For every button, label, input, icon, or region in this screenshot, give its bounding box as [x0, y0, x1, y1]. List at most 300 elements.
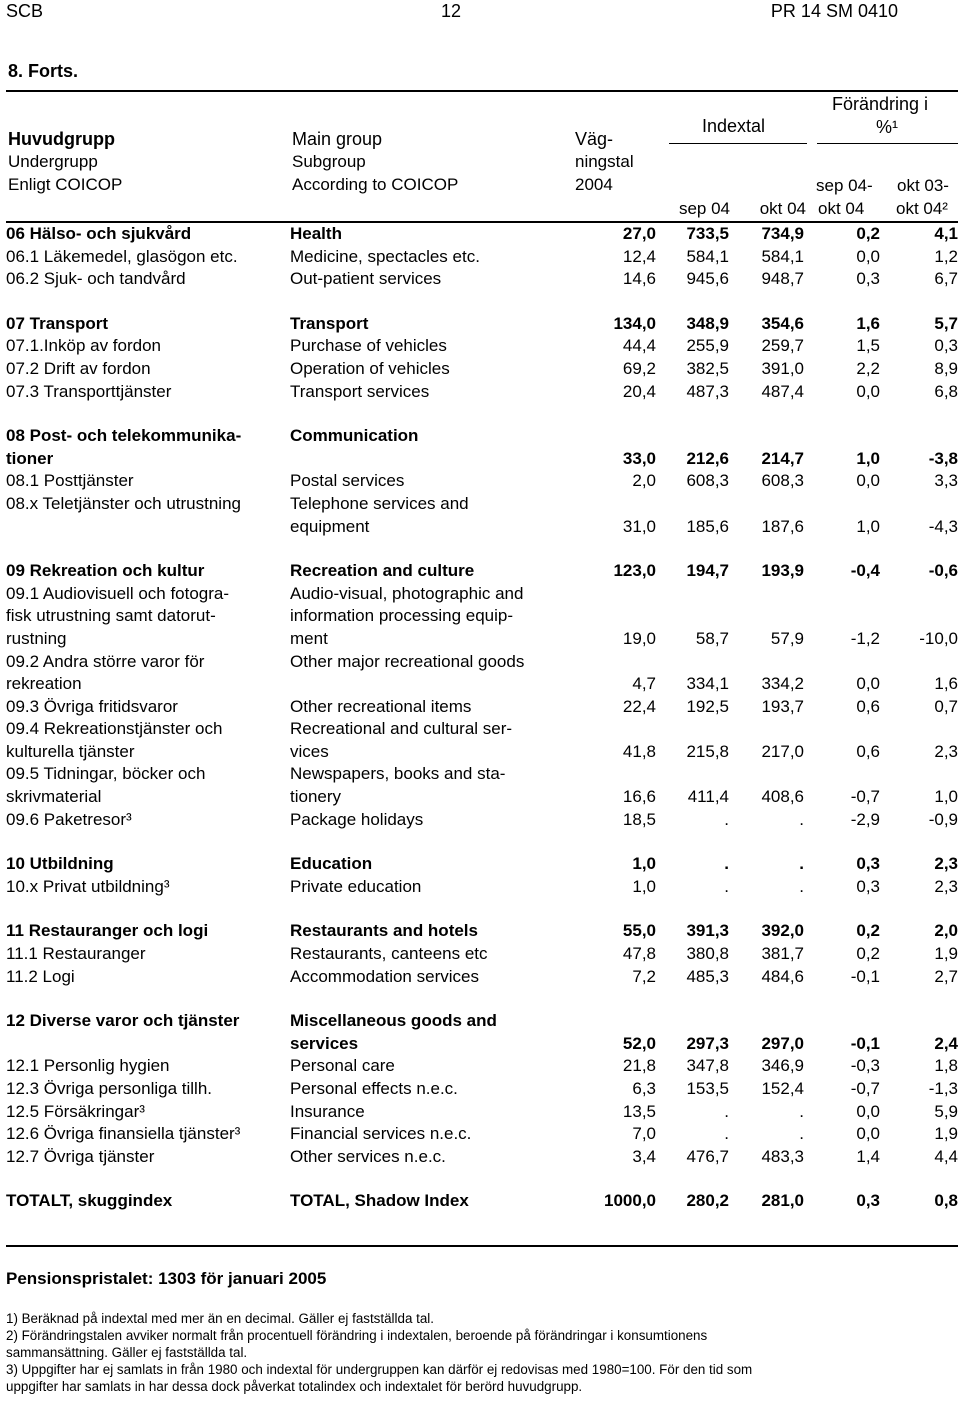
swedish-label: 07.2 Drift av fordon — [6, 358, 151, 378]
table-row — [6, 1055, 958, 1078]
english-label: Out-patient services — [290, 269, 442, 289]
sep04-cell: 348,9 — [686, 313, 729, 333]
sep04-cell: 584,1 — [686, 246, 729, 266]
spacer-row — [6, 538, 958, 560]
english-label: equipment — [290, 516, 370, 536]
okt04-cell — [729, 651, 804, 674]
sep04-cell: 608,3 — [686, 471, 729, 491]
english-label: Personal effects n.e.c. — [290, 1079, 458, 1098]
weight-cell: 44,4 — [622, 336, 656, 356]
english-label: Health — [290, 224, 342, 243]
sep04-cell: 485,3 — [686, 966, 729, 986]
sep04-cell: . — [724, 1101, 729, 1121]
okt04-cell: 948,7 — [761, 269, 804, 289]
weight-cell: 6,3 — [632, 1079, 656, 1098]
change-year-cell: -1,3 — [928, 1079, 958, 1098]
col1-line3: Enligt COICOP — [8, 175, 123, 194]
weight-cell: 3,4 — [632, 1146, 656, 1166]
okt04-cell: 193,9 — [761, 561, 804, 581]
change-month-cell: 0,0 — [856, 246, 880, 266]
weight-cell: 4,7 — [632, 674, 656, 694]
english-label: Miscellaneous goods and — [290, 1011, 497, 1031]
sep04-cell — [656, 493, 729, 516]
okt04-cell: 346,9 — [761, 1056, 804, 1076]
table-row — [6, 470, 958, 493]
weight-cell: 16,6 — [622, 787, 656, 807]
table-row — [6, 809, 958, 832]
swedish-label: 09.5 Tidningar, böcker och — [6, 764, 206, 784]
english-label: Audio-visual, photographic and — [290, 583, 524, 603]
footnote-1: 1) Beräknad på indextal med mer än en decimal. Gäller ej fastställda tal. — [6, 1311, 434, 1326]
english-label: Transport — [290, 313, 369, 333]
sep04-cell: 382,5 — [686, 358, 729, 378]
swedish-label: 12.7 Övriga tjänster — [6, 1146, 155, 1166]
change-month-cell: 0,6 — [856, 696, 880, 716]
sep04-cell — [656, 1010, 729, 1033]
table-row — [6, 335, 958, 358]
swedish-label: 06 Hälso- och sjukvård — [6, 224, 192, 243]
swedish-label: rekreation — [6, 674, 82, 694]
weight-cell: 123,0 — [613, 561, 656, 581]
okt04-cell: 214,7 — [761, 448, 804, 468]
ch1-line2: okt 04 — [818, 199, 865, 218]
change-month-cell: 0,3 — [856, 854, 880, 874]
weight-cell: 7,2 — [632, 966, 656, 986]
change-year-cell: 2,3 — [934, 876, 958, 896]
header-left: SCB — [6, 1, 44, 21]
okt04-cell: 281,0 — [761, 1191, 804, 1211]
header-right: PR 14 SM 0410 — [770, 1, 898, 21]
okt04-cell: 259,7 — [761, 336, 804, 356]
swedish-label: skrivmaterial — [6, 787, 102, 807]
change-month-cell: 0,2 — [856, 944, 880, 964]
change-month-cell: 1,0 — [856, 516, 880, 536]
swedish-label: 11.2 Logi — [6, 966, 75, 986]
change-year-cell: 5,9 — [934, 1101, 958, 1121]
okt04-cell: . — [799, 854, 804, 874]
change-year-cell — [880, 718, 958, 741]
spacer-row — [6, 898, 958, 920]
swedish-label: 09.3 Övriga fritidsvaror — [6, 696, 178, 716]
sep04-cell — [656, 583, 729, 606]
table-row — [6, 1033, 958, 1056]
swedish-label: TOTALT, skuggindex — [6, 1191, 173, 1211]
weight-cell — [600, 583, 656, 606]
swedish-label: 12.5 Försäkringar³ — [6, 1101, 145, 1121]
change-month-cell: -0,4 — [850, 561, 880, 581]
weight-cell: 12,4 — [622, 246, 656, 266]
okt04-cell — [729, 605, 804, 628]
table-row — [6, 1146, 958, 1169]
footnote-2: 2) Förändringstalen avviker normalt från procentuell förändring i indextalen, beroende på förändringar i konsumtionens — [6, 1328, 708, 1343]
swedish-label: 11 Restauranger och logi — [6, 921, 209, 941]
okt04-cell: 297,0 — [761, 1033, 804, 1053]
english-label: Insurance — [290, 1101, 365, 1121]
weight-cell — [600, 493, 656, 516]
english-label: vices — [290, 741, 329, 761]
change-month-cell: 0,3 — [856, 876, 880, 896]
change-month-cell: 0,0 — [856, 1124, 880, 1144]
swedish-label: 10.x Privat utbildning³ — [6, 876, 170, 896]
weight-cell — [600, 651, 656, 674]
sep04-cell: 280,2 — [686, 1191, 729, 1211]
sep04-cell: 297,3 — [686, 1033, 729, 1053]
english-label: Recreation and culture — [290, 561, 475, 581]
change-year-cell: 1,2 — [934, 246, 958, 266]
swedish-label: 06.2 Sjuk- och tandvård — [6, 269, 186, 289]
change-month-cell — [804, 763, 880, 786]
english-label: Transport services — [290, 381, 430, 401]
english-label: Financial services n.e.c. — [290, 1124, 472, 1144]
table-row — [6, 1190, 958, 1213]
section-title: 8. Forts. — [8, 61, 79, 81]
weight-cell: 33,0 — [622, 448, 656, 468]
weight-cell — [600, 763, 656, 786]
change-month-cell: 1,4 — [856, 1146, 880, 1166]
spacer-cell — [6, 1168, 958, 1190]
table-row — [6, 651, 958, 674]
spacer-cell — [6, 898, 958, 920]
table-row — [6, 358, 958, 381]
english-label: Telephone services and — [290, 493, 469, 513]
ch2-line1: okt 03- — [897, 176, 949, 195]
table-row — [6, 628, 958, 651]
spacer-row — [6, 291, 958, 313]
sep04-cell: 215,8 — [686, 741, 729, 761]
swedish-label: 09.6 Paketresor³ — [6, 809, 132, 829]
table-row — [6, 853, 958, 876]
change-month-cell: 0,0 — [856, 471, 880, 491]
okt04-cell — [729, 583, 804, 606]
okt04-cell: . — [799, 809, 804, 829]
english-label: Package holidays — [290, 809, 424, 829]
weight-cell: 22,4 — [622, 696, 656, 716]
sep04-cell: . — [724, 1124, 729, 1144]
change-year-cell: 0,3 — [934, 336, 958, 356]
okt04-cell: 408,6 — [761, 787, 804, 807]
weight-cell: 18,5 — [622, 809, 656, 829]
change-year-cell: 1,9 — [934, 1124, 958, 1144]
table-row — [6, 696, 958, 719]
change-year-cell — [880, 605, 958, 628]
change-month-cell: 0,2 — [856, 921, 880, 941]
col2-line3: According to COICOP — [292, 175, 459, 194]
spacer-cell — [6, 403, 958, 425]
change-month-cell: -2,9 — [850, 809, 880, 829]
spacer-row — [6, 831, 958, 853]
col1-line1: Huvudgrupp — [8, 129, 115, 149]
change-year-cell: 4,4 — [934, 1146, 958, 1166]
table-row — [6, 223, 958, 246]
okt04-cell — [729, 493, 804, 516]
swedish-label: 07 Transport — [6, 313, 109, 333]
weight-cell: 20,4 — [622, 381, 656, 401]
english-label — [290, 673, 600, 696]
change-month-cell — [804, 493, 880, 516]
sep04-cell: 391,3 — [686, 921, 729, 941]
table-row — [6, 605, 958, 628]
indextal-rule — [669, 143, 807, 144]
change-year-cell — [880, 425, 958, 448]
okt04-cell: 152,4 — [761, 1079, 804, 1098]
change-year-cell: 1,8 — [934, 1056, 958, 1076]
table-row — [6, 448, 958, 471]
pension-note: Pensionspristalet: 1303 för januari 2005 — [6, 1269, 327, 1288]
change-year-cell — [880, 763, 958, 786]
english-label: Purchase of vehicles — [290, 336, 447, 356]
table-row — [6, 583, 958, 606]
change-month-cell — [804, 425, 880, 448]
sep04-cell: 380,8 — [686, 944, 729, 964]
forandring-line1: Förändring i — [832, 94, 929, 114]
change-month-cell: 0,0 — [856, 1101, 880, 1121]
change-month-cell: -0,3 — [850, 1056, 880, 1076]
english-label: Restaurants, canteens etc — [290, 944, 488, 964]
change-year-cell: -3,8 — [928, 448, 958, 468]
forandring-line2: %¹ — [876, 117, 898, 137]
weight-cell: 41,8 — [622, 741, 656, 761]
swedish-label: 10 Utbildning — [6, 854, 114, 874]
english-label: Other recreational items — [290, 696, 472, 716]
swedish-label — [6, 516, 290, 539]
spacer-row — [6, 1168, 958, 1190]
weight-cell — [600, 425, 656, 448]
sep04-cell: 153,5 — [686, 1079, 729, 1098]
change-year-cell: 6,8 — [934, 381, 958, 401]
spacer-row — [6, 988, 958, 1010]
weight-cell: 52,0 — [622, 1033, 656, 1053]
sep04-cell: . — [724, 809, 729, 829]
okt04-cell: 381,7 — [761, 944, 804, 964]
change-year-cell: 0,7 — [934, 696, 958, 716]
okt04-cell — [729, 1010, 804, 1033]
change-month-cell: 1,6 — [856, 313, 880, 333]
table-row — [6, 943, 958, 966]
col1-line2: Undergrupp — [8, 152, 98, 171]
change-year-cell: -4,3 — [928, 516, 958, 536]
change-month-cell: 1,0 — [856, 448, 880, 468]
change-month-cell: -1,2 — [850, 628, 880, 648]
spacer-row — [6, 403, 958, 425]
table-row — [6, 1010, 958, 1033]
col2-line1: Main group — [292, 129, 383, 149]
swedish-label: 07.3 Transporttjänster — [6, 381, 172, 401]
swedish-label: 12 Diverse varor och tjänster — [6, 1011, 240, 1031]
spacer-cell — [6, 291, 958, 313]
english-label: Newspapers, books and sta- — [290, 764, 506, 784]
sep04-cell — [656, 425, 729, 448]
weight-cell: 27,0 — [622, 224, 656, 243]
okt04-cell: 608,3 — [761, 471, 804, 491]
table-row — [6, 1123, 958, 1146]
okt04-cell: . — [799, 876, 804, 896]
english-label: Other major recreational goods — [290, 651, 525, 671]
change-year-cell: -10,0 — [919, 628, 958, 648]
spacer-cell — [6, 831, 958, 853]
swedish-label: 07.1.Inköp av fordon — [6, 336, 162, 356]
english-label: Accommodation services — [290, 966, 479, 986]
change-year-cell: 3,3 — [934, 471, 958, 491]
sep04-cell: 185,6 — [686, 516, 729, 536]
table-row — [6, 763, 958, 786]
change-month-cell: -0,7 — [850, 787, 880, 807]
swedish-label: 12.6 Övriga finansiella tjänster³ — [6, 1124, 241, 1144]
table-row — [6, 268, 958, 291]
sep04-cell — [656, 605, 729, 628]
sep04-cell: 476,7 — [686, 1146, 729, 1166]
change-year-cell: 2,3 — [934, 741, 958, 761]
change-month-cell: 0,0 — [856, 674, 880, 694]
change-month-cell: 0,3 — [856, 269, 880, 289]
swedish-label: 09.4 Rekreationstjänster och — [6, 719, 223, 739]
change-year-cell: 2,7 — [934, 966, 958, 986]
okt04-cell: 354,6 — [761, 313, 804, 333]
okt04-cell — [729, 425, 804, 448]
english-label: ment — [290, 628, 328, 648]
table-row — [6, 246, 958, 269]
swedish-label: rustning — [6, 628, 67, 648]
table-row — [6, 560, 958, 583]
table-row — [6, 966, 958, 989]
english-label: services — [290, 1033, 359, 1053]
change-year-cell: 4,1 — [934, 224, 958, 243]
swedish-label: 06.1 Läkemedel, glasögon etc. — [6, 246, 238, 266]
sep04-cell: 347,8 — [686, 1056, 729, 1076]
change-year-cell — [880, 493, 958, 516]
change-year-cell: -0,9 — [928, 809, 958, 829]
okt04-cell: 57,9 — [770, 628, 804, 648]
weight-cell: 1000,0 — [604, 1191, 656, 1211]
table-row — [6, 718, 958, 741]
table-row — [6, 876, 958, 899]
weight-cell: 134,0 — [613, 313, 656, 333]
sep04-cell: 255,9 — [686, 336, 729, 356]
spacer-cell — [6, 988, 958, 1010]
swedish-label: 12.3 Övriga personliga tillh. — [6, 1079, 213, 1098]
sep04-cell: 194,7 — [686, 561, 729, 581]
change-year-cell: 8,9 — [934, 358, 958, 378]
okt04-cell: 487,4 — [761, 381, 804, 401]
okt04-cell: 391,0 — [761, 358, 804, 378]
sep04-cell: 411,4 — [687, 787, 729, 807]
okt04-cell: 483,3 — [761, 1146, 804, 1166]
weight-cell — [600, 605, 656, 628]
change-year-cell: 0,8 — [934, 1191, 958, 1211]
english-label — [290, 448, 600, 471]
english-label: information processing equip- — [290, 606, 514, 626]
english-label: Communication — [290, 426, 419, 446]
change-year-cell: 1,6 — [934, 674, 958, 694]
ch2-line2: okt 04² — [896, 199, 948, 218]
english-label: Other services n.e.c. — [290, 1146, 446, 1166]
swedish-label: fisk utrustning samt datorut- — [6, 606, 216, 626]
table-row — [6, 1078, 958, 1101]
english-label: TOTAL, Shadow Index — [290, 1191, 469, 1211]
okt04-cell: 193,7 — [761, 696, 804, 716]
sep04-cell: 212,6 — [686, 448, 729, 468]
change-year-cell: 1,0 — [934, 787, 958, 807]
sep04-cell: . — [724, 854, 729, 874]
sep04-cell — [656, 763, 729, 786]
weight-cell: 2,0 — [632, 471, 656, 491]
footnote-3-cont: uppgifter har samlats in har dessa dock påverkat totalindex och indextalet för berörd huvudgrupp. — [6, 1379, 583, 1394]
swedish-label: 09 Rekreation och kultur — [6, 561, 205, 581]
weight-cell: 47,8 — [622, 944, 656, 964]
col3-line3: 2004 — [575, 175, 613, 194]
okt04-header: okt 04 — [759, 199, 806, 218]
change-month-cell — [804, 718, 880, 741]
forandring-rule — [817, 143, 958, 144]
table-row — [6, 493, 958, 516]
change-year-cell: 2,0 — [934, 921, 958, 941]
english-label: Medicine, spectacles etc. — [290, 246, 480, 266]
okt04-cell: 484,6 — [761, 966, 804, 986]
table-row — [6, 786, 958, 809]
table-row — [6, 313, 958, 336]
change-month-cell — [804, 1010, 880, 1033]
change-year-cell: -0,6 — [928, 561, 958, 581]
change-month-cell: 0,2 — [856, 224, 880, 243]
swedish-label: 09.1 Audiovisuell och fotogra- — [6, 583, 230, 603]
table-row — [6, 381, 958, 404]
table-row — [6, 741, 958, 764]
header-top-rule — [6, 90, 958, 92]
english-label: tionery — [290, 787, 342, 807]
swedish-label — [6, 1033, 290, 1056]
english-label: Private education — [290, 876, 422, 896]
footnote-2-cont: sammansättning. Gäller ej fastställda tal. — [6, 1345, 248, 1360]
okt04-cell — [729, 718, 804, 741]
weight-cell: 14,6 — [622, 269, 656, 289]
page-header — [0, 0, 960, 26]
footnote-3: 3) Uppgifter har ej samlats in från 1980 och indextal för undergruppen kan därför ej redovisas med 1980=100. För den tid som — [6, 1362, 753, 1377]
change-year-cell — [880, 1010, 958, 1033]
sep04-cell — [656, 651, 729, 674]
sep04-header: sep 04 — [678, 199, 730, 218]
swedish-label: 12.1 Personlig hygien — [6, 1056, 170, 1076]
col3-line1: Väg- — [575, 129, 614, 149]
change-month-cell — [804, 583, 880, 606]
swedish-label: 11.1 Restauranger — [6, 944, 146, 964]
change-month-cell: 1,5 — [856, 336, 880, 356]
change-year-cell: 1,9 — [934, 944, 958, 964]
okt04-cell: 734,9 — [761, 224, 804, 243]
change-year-cell: 6,7 — [934, 269, 958, 289]
swedish-label: 08.1 Posttjänster — [6, 471, 134, 491]
change-year-cell — [880, 583, 958, 606]
weight-cell: 69,2 — [622, 358, 656, 378]
weight-cell: 21,8 — [622, 1056, 656, 1076]
indextal-header: Indextal — [702, 116, 766, 136]
change-year-cell: 2,3 — [934, 854, 958, 874]
weight-cell: 1,0 — [632, 854, 656, 874]
change-month-cell: 0,6 — [856, 741, 880, 761]
okt04-cell: 584,1 — [761, 246, 804, 266]
english-label: Restaurants and hotels — [290, 921, 478, 941]
swedish-label: kulturella tjänster — [6, 741, 135, 761]
change-year-cell — [880, 651, 958, 674]
weight-cell — [600, 718, 656, 741]
weight-cell — [600, 1010, 656, 1033]
okt04-cell: 334,2 — [761, 674, 804, 694]
weight-cell: 55,0 — [622, 921, 656, 941]
swedish-label: 08.x Teletjänster och utrustning — [6, 493, 241, 513]
change-year-cell: 5,7 — [934, 313, 958, 333]
col2-line2: Subgroup — [292, 152, 366, 171]
change-month-cell: 0,0 — [856, 381, 880, 401]
okt04-cell: 392,0 — [761, 921, 804, 941]
ch1-line1: sep 04- — [816, 176, 873, 195]
